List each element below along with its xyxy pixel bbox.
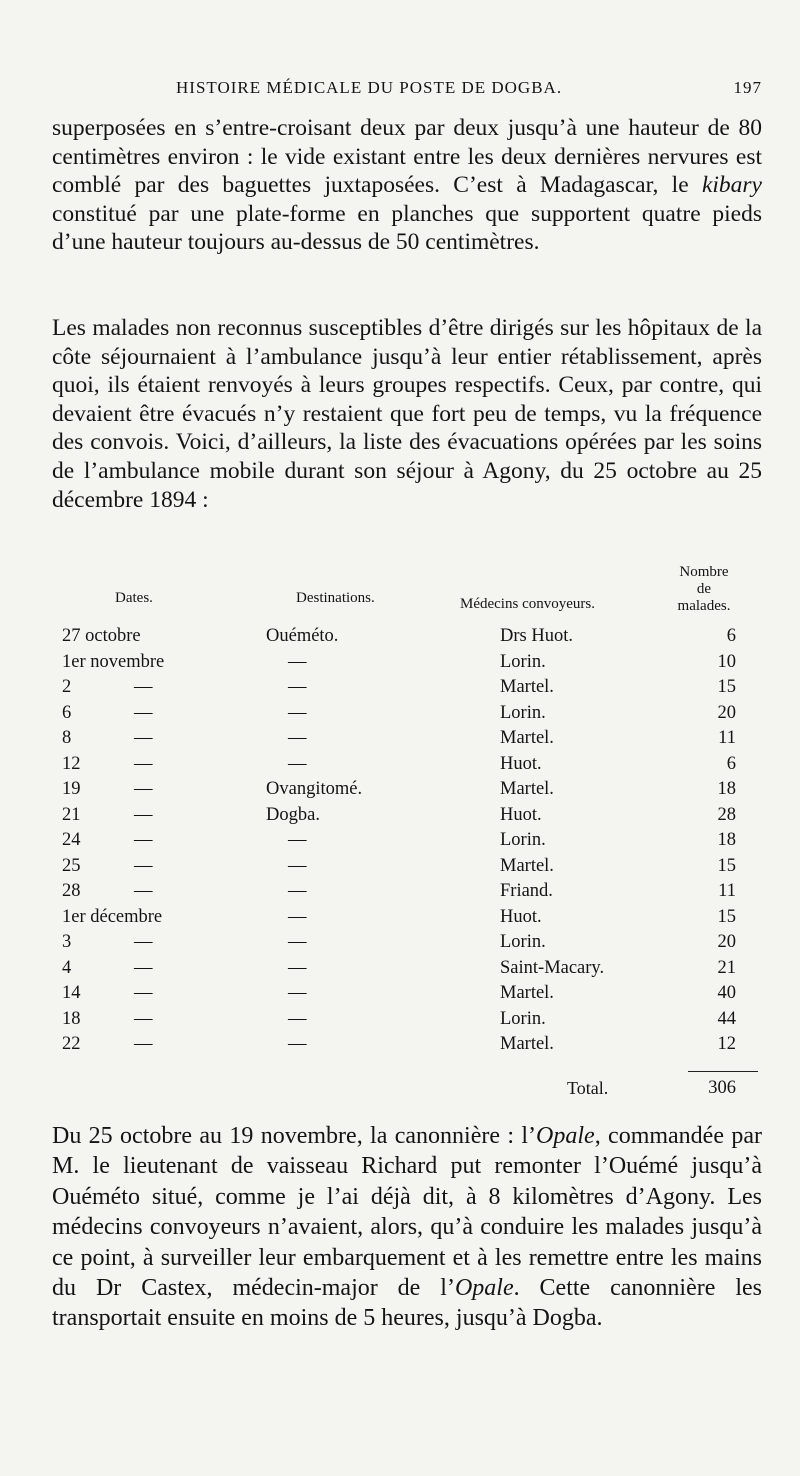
row-date: 8	[62, 728, 72, 748]
paragraph-1-emphasis: kibary	[701, 172, 762, 199]
row-ditto-mark: —	[134, 1034, 153, 1054]
row-medecin: Drs Huot.	[500, 626, 573, 646]
row-nombre: 18	[717, 830, 736, 850]
row-date: 24	[62, 830, 81, 850]
paragraph-3-emphasis-1: Opale	[536, 1123, 595, 1149]
column-header-nombre	[664, 564, 744, 615]
row-destination: —	[288, 677, 307, 697]
row-nombre: 15	[717, 906, 736, 927]
row-medecin: Martel.	[500, 779, 554, 799]
row-ditto-mark: —	[134, 932, 153, 952]
row-nombre: 18	[717, 779, 736, 799]
row-destination: —	[288, 957, 307, 978]
row-nombre: 44	[717, 1008, 736, 1029]
table-row	[0, 856, 800, 882]
row-medecin: Saint-Macary.	[500, 957, 605, 978]
column-header-dates: Dates.	[115, 590, 153, 606]
paragraph-3-emphasis-2: Opale	[454, 1275, 514, 1302]
row-nombre: 21	[717, 957, 736, 978]
row-destination: —	[288, 753, 307, 774]
paragraph-3-text-b: , commandée par M. le lieutenant de vaisseau Richard put remonter l’Ouémé jusqu’à Ouéméto situé, comme je l’ai déjà dit, à 8 kilomètres d’Agony. Les médecins convoyeurs n’avaient, alors, qu’à conduire les malades jusqu’à ce point, à surveiller leur embarquement et à les remettre entre les mains du Dr Castex, médecin-major de l’	[52, 1123, 762, 1302]
row-date: 18	[62, 1008, 81, 1029]
row-ditto-mark: —	[134, 779, 153, 799]
paragraph-1-text-b: constitué par une plate-forme en planches que supportent quatre pieds d’une hauteur toujours au-dessus de 50 centimètres.	[52, 200, 762, 256]
row-medecin: Lorin.	[500, 702, 546, 723]
row-destination: —	[288, 728, 307, 748]
row-medecin: Martel.	[500, 855, 554, 876]
row-medecin: Friand.	[500, 881, 553, 901]
row-destination: —	[288, 906, 307, 927]
row-destination: —	[288, 1008, 307, 1029]
row-ditto-mark: —	[134, 957, 153, 978]
table-row	[0, 703, 800, 729]
row-destination: —	[288, 932, 307, 952]
row-destination: Dogba.	[266, 804, 320, 825]
row-date: 6	[62, 702, 72, 723]
row-medecin: Lorin.	[500, 1008, 546, 1029]
evacuation-table	[0, 626, 800, 1060]
row-nombre: 20	[717, 932, 736, 952]
row-date: 1er novembre	[62, 651, 165, 672]
paragraph-3-text-a: Du 25 octobre au 19 novembre, la canonnière : l’	[52, 1123, 537, 1149]
row-ditto-mark: —	[134, 1008, 153, 1029]
row-nombre: 28	[717, 804, 736, 825]
running-header	[120, 78, 762, 102]
row-medecin: Martel.	[500, 983, 554, 1003]
row-nombre: 15	[717, 855, 736, 876]
row-date: 27 octobre	[62, 626, 141, 646]
table-row	[0, 932, 800, 958]
row-destination: Ovangitomé.	[266, 779, 363, 799]
row-nombre: 6	[726, 753, 736, 774]
row-nombre: 15	[717, 677, 736, 697]
table-row	[0, 1034, 800, 1060]
row-ditto-mark: —	[134, 855, 153, 876]
row-date: 28	[62, 881, 81, 901]
table-row	[0, 626, 800, 652]
row-date: 25	[62, 855, 81, 876]
table-row	[0, 907, 800, 933]
row-medecin: Martel.	[500, 1034, 554, 1054]
paragraph-3-text-c: . Cette canonnière les transportait ensuite en moins de 5 heures, jusqu’à Dogba.	[52, 1275, 762, 1332]
row-ditto-mark: —	[134, 702, 153, 723]
row-medecin: Huot.	[500, 906, 542, 927]
row-ditto-mark: —	[134, 881, 153, 901]
column-header-nombre-line-1: Nombre	[679, 564, 729, 580]
row-nombre: 12	[717, 1034, 736, 1054]
row-date: 12	[62, 753, 81, 774]
row-date: 1er décembre	[62, 906, 163, 927]
table-row	[0, 881, 800, 907]
row-destination: —	[288, 651, 307, 672]
row-medecin: Martel.	[500, 677, 554, 697]
row-nombre: 20	[717, 702, 736, 723]
page-number: 197	[733, 78, 762, 97]
total-value: 306	[708, 1078, 736, 1098]
row-date: 4	[62, 957, 72, 978]
table-row	[0, 754, 800, 780]
table-row	[0, 958, 800, 984]
column-header-destinations: Destinations.	[296, 590, 375, 606]
row-date: 22	[62, 1034, 81, 1054]
total-label: Total.	[567, 1078, 609, 1098]
row-ditto-mark: —	[134, 983, 153, 1003]
row-destination: —	[288, 1034, 307, 1054]
table-row	[0, 677, 800, 703]
row-date: 2	[62, 677, 72, 697]
row-date: 14	[62, 983, 81, 1003]
row-destination: —	[288, 881, 307, 901]
column-header-nombre-line-2: de	[696, 581, 712, 597]
row-medecin: Lorin.	[500, 830, 546, 850]
running-title: HISTOIRE MÉDICALE DU POSTE DE DOGBA.	[176, 78, 563, 97]
column-header-medecins: Médecins convoyeurs.	[460, 596, 595, 612]
row-destination: —	[288, 855, 307, 876]
row-ditto-mark: —	[134, 804, 153, 825]
total-rule	[688, 1071, 758, 1072]
row-medecin: Lorin.	[500, 651, 546, 672]
row-nombre: 11	[718, 728, 736, 748]
row-destination: —	[288, 830, 307, 850]
table-row	[0, 830, 800, 856]
table-row	[0, 728, 800, 754]
row-ditto-mark: —	[134, 728, 153, 748]
table-row	[0, 1009, 800, 1035]
row-nombre: 6	[726, 626, 736, 646]
row-nombre: 10	[717, 651, 736, 672]
row-ditto-mark: —	[134, 753, 153, 774]
row-date: 3	[62, 932, 72, 952]
paragraph-2: Les malades non reconnus susceptibles d’être dirigés sur les hôpitaux de la côte séjournaient à l’ambulance jusqu’à leur entier rétablissement, après quoi, ils étaient renvoyés à leurs groupes respectifs. Ceux, par contre, qui devaient être évacués n’y restaient que fort peu de temps, vu la fréquence des convois. Voici, d’ailleurs, la liste des évacuations opérées par les soins de l’ambulance mobile durant son séjour à Agony, du 25 octobre au 25 décembre 1894 :	[52, 315, 762, 513]
row-date: 21	[62, 804, 81, 825]
column-header-nombre-line-3: malades.	[677, 598, 731, 614]
row-ditto-mark: —	[134, 677, 153, 697]
table-row	[0, 652, 800, 678]
row-medecin: Lorin.	[500, 932, 546, 952]
row-nombre: 40	[717, 983, 736, 1003]
row-medecin: Huot.	[500, 753, 542, 774]
row-medecin: Huot.	[500, 804, 542, 825]
row-destination: —	[288, 983, 307, 1003]
row-date: 19	[62, 779, 81, 799]
paragraph-1	[52, 114, 762, 257]
table-row	[0, 805, 800, 831]
row-ditto-mark: —	[134, 830, 153, 850]
row-destination: —	[288, 702, 307, 723]
table-row	[0, 779, 800, 805]
row-medecin: Martel.	[500, 728, 554, 748]
row-destination: Ouéméto.	[266, 626, 339, 646]
row-nombre: 11	[718, 881, 736, 901]
paragraph-1-text-a: superposées en s’entre-croisant deux par deux jusqu’à une hauteur de 80 centimètres environ : le vide existant entre les deux dernières nervures est comblé par des baguettes juxtaposées. C’est à Madagascar, le	[52, 115, 762, 199]
paragraph-3	[52, 1121, 762, 1334]
table-row	[0, 983, 800, 1009]
